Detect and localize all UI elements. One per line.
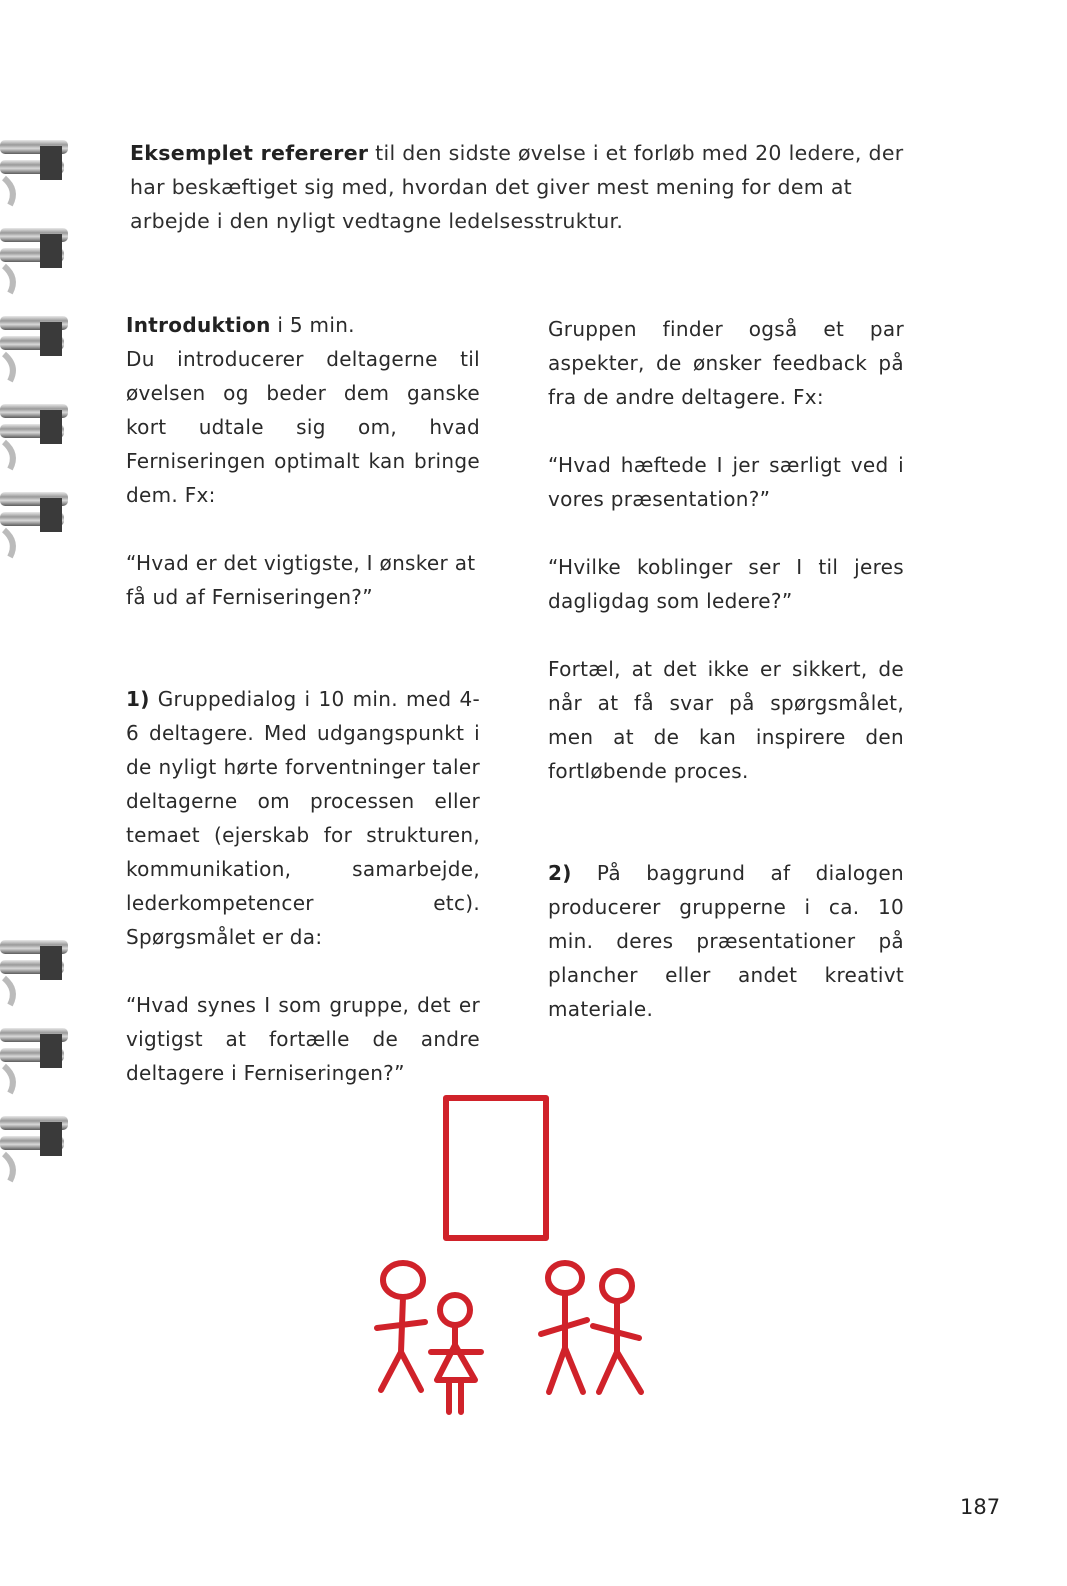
left-column bbox=[126, 308, 480, 1090]
page-number: 187 bbox=[960, 1495, 1001, 1519]
quote-expectations: “Hvad er det vigtigste, I ønsker at få ud af Ferniseringen?” bbox=[126, 551, 476, 609]
step2-number: 2) bbox=[548, 861, 572, 885]
process-text: Fortæl, at det ikke er sikkert, de når at få svar på spørgsmålet, men at de kan inspirere den fortløbende proces. bbox=[548, 657, 904, 783]
spiral-binding-icon bbox=[0, 0, 80, 1586]
stick-figure-icon bbox=[377, 1263, 425, 1390]
intro-bold-lead: Eksemplet refererer bbox=[130, 141, 369, 165]
stick-figure-icon bbox=[593, 1271, 641, 1392]
step2-paragraph bbox=[548, 856, 904, 1026]
feedback-text: Gruppen finder også et par aspekter, de ønsker feedback på fra de andre deltagere. Fx: bbox=[548, 317, 904, 409]
stick-figure-icon bbox=[431, 1295, 481, 1412]
board-icon bbox=[446, 1098, 546, 1238]
introduction-time: i 5 min. bbox=[270, 313, 355, 337]
introduction-heading bbox=[126, 308, 480, 342]
step2-text: På baggrund af dialogen producerer grupperne i ca. 10 min. deres præsentationer på plancher eller andet kreativt materiale. bbox=[548, 861, 904, 1021]
introduction-bold: Introduktion bbox=[126, 313, 271, 337]
right-column bbox=[548, 312, 904, 1026]
stick-figure-icon bbox=[541, 1263, 587, 1392]
introduction-text: Du introducerer deltagerne til øvelsen og beder dem ganske kort udtale sig om, hvad Ferniseringen optimalt kan bringe dem. Fx: bbox=[126, 347, 480, 507]
quote-presentation: “Hvad hæftede I jer særligt ved i vores præsentation?” bbox=[548, 453, 904, 511]
group-presentation-drawing-icon bbox=[365, 1090, 655, 1430]
step1-text: Gruppedialog i 10 min. med 4-6 deltagere. Med udgangspunkt i de nyligt hørte forventninger taler deltagerne om processen eller temaet (ejerskab for strukturen, kommunikation, samarbejde, lederkompetencer etc). Spørgsmålet er da: bbox=[126, 687, 480, 949]
intro-text: til den sidste øvelse i et forløb med 20 ledere, der har beskæftiget sig med, hvordan det giver mest mening for dem at arbejde i den nyligt vedtagne ledelsesstruktur. bbox=[130, 141, 904, 233]
quote-group-question: “Hvad synes I som gruppe, det er vigtigst at fortælle de andre deltagere i Ferniseringen?” bbox=[126, 993, 480, 1085]
step1-paragraph bbox=[126, 682, 480, 954]
quote-connections: “Hvilke koblinger ser I til jeres dagligdag som ledere?” bbox=[548, 555, 904, 613]
intro-paragraph bbox=[130, 136, 910, 238]
step1-number: 1) bbox=[126, 687, 150, 711]
